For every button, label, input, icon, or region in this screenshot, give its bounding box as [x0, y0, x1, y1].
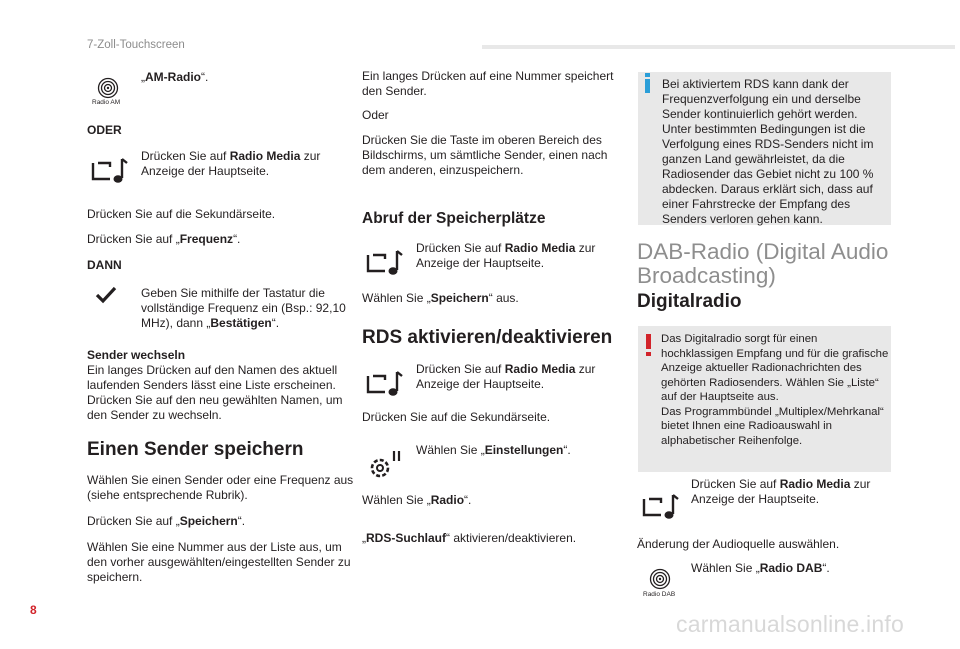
save-station-p2: Drücken Sie auf „Speichern“. [87, 514, 246, 528]
running-header: 7-Zoll-Touchscreen [87, 39, 185, 51]
radio-media-icon [365, 368, 403, 400]
save-station-p1: Wählen Sie einen Sender oder eine Frequenz aus (siehe entsprechende Rubrik). [87, 473, 354, 502]
radio-media-icon [641, 491, 679, 523]
radio-dab-icon-label: Radio DAB [643, 591, 676, 598]
radio-media-text-1: Drücken Sie auf Radio Media zur Anzeige der Hauptseite. [141, 149, 321, 178]
change-station-title: Sender wechseln [87, 348, 186, 362]
page-number: 8 [30, 603, 37, 617]
settings-icon [364, 448, 404, 484]
select-save-text: Wählen Sie „Speichern“ aus. [362, 291, 519, 305]
long-press-text: Ein langes Drücken auf eine Nummer speichert den Sender. [362, 69, 614, 98]
enter-frequency-text: Geben Sie mithilfe der Tastatur die vollständige Frequenz ein (Bsp.: 92,10 MHz), dann „Bestätigen“. [141, 286, 346, 330]
info-box [638, 72, 891, 225]
save-station-heading: Einen Sender speichern [87, 439, 304, 460]
change-source-text: Änderung der Audioquelle auswählen. [637, 537, 840, 551]
warning-box [638, 326, 891, 472]
radio-media-icon [90, 155, 128, 187]
am-radio-text: „AM-Radio“. [141, 70, 209, 84]
radio-media-icon [365, 247, 403, 279]
rds-info-text: Bei aktiviertem RDS kann dank der Frequenzverfolgung ein und derselbe Sender kontinuierlich gehört werden. Unter bestimmten Bedingungen ist die Verfolgung eines RDS-Senders nicht im ganzen Land gewährleistet, da die Radiosender das Gebiet nicht zu 100 % abdecken. Daraus erklärt sich, dass auf einer Fahrstrecke der Empfang des Senders verloren gehen kann. [662, 77, 874, 226]
frequency-text: Drücken Sie auf „Frequenz“. [87, 232, 241, 246]
info-icon [645, 79, 650, 93]
radio-am-icon-label: Radio AM [92, 99, 121, 106]
rds-search-text: „RDS-Suchlauf“ aktivieren/deaktivieren. [362, 531, 577, 545]
warning-icon [646, 334, 651, 349]
header-bar [482, 45, 955, 49]
secondary-page-text-1: Drücken Sie auf die Sekundärseite. [87, 207, 276, 221]
select-radio-text: Wählen Sie „Radio“. [362, 493, 472, 507]
watermark: carmanualsonline.info [676, 611, 904, 637]
secondary-page-text-2: Drücken Sie auf die Sekundärseite. [362, 410, 551, 424]
digital-radio-heading: Digitalradio [637, 291, 742, 312]
radio-media-text-3: Drücken Sie auf Radio Media zur Anzeige der Hauptseite. [416, 362, 596, 391]
checkmark-icon [95, 286, 117, 304]
save-station-p3: Wählen Sie eine Nummer aus der Liste aus, um den vorher ausgewählten/eingestellten Sender zu speichern. [87, 540, 351, 584]
select-dab-text: Wählen Sie „Radio DAB“. [691, 561, 830, 575]
oder-text: Oder [362, 108, 389, 122]
radio-media-text-4: Drücken Sie auf Radio Media zur Anzeige der Hauptseite. [691, 477, 871, 506]
recall-presets-heading: Abruf der Speicherplätze [362, 210, 546, 227]
dab-heading: DAB-Radio (Digital Audio Broadcasting) [637, 239, 889, 288]
radio-dab-icon [641, 568, 679, 602]
top-button-text: Drücken Sie die Taste im oberen Bereich des Bildschirms, um sämtliche Sender, einen nach dem anderen, einzuspeichern. [362, 133, 608, 177]
radio-media-text-2: Drücken Sie auf Radio Media zur Anzeige der Hauptseite. [416, 241, 596, 270]
oder-label: ODER [87, 123, 122, 137]
dann-label: DANN [87, 258, 122, 272]
rds-heading: RDS aktivieren/deaktivieren [362, 327, 613, 348]
radio-am-icon [90, 76, 126, 110]
select-settings-text: Wählen Sie „Einstellungen“. [416, 443, 571, 457]
dab-info-text: Das Digitalradio sorgt für einen hochklassigen Empfang und für die grafische Anzeige aktueller Radionachrichten des gehörten Radiosenders. Wählen Sie „Liste“ auf der Hauptseite aus. Das Programmbündel „Multiplex/Mehrkanal“ bietet Ihnen eine Radioauswahl in alphabetischer Reihenfolge. [661, 333, 889, 447]
change-station-text: Ein langes Drücken auf den Namen des aktuell laufenden Senders lässt eine Liste erscheinen. Drücken Sie auf den neu gewählten Namen, um den Sender zu wechseln. [87, 363, 343, 422]
